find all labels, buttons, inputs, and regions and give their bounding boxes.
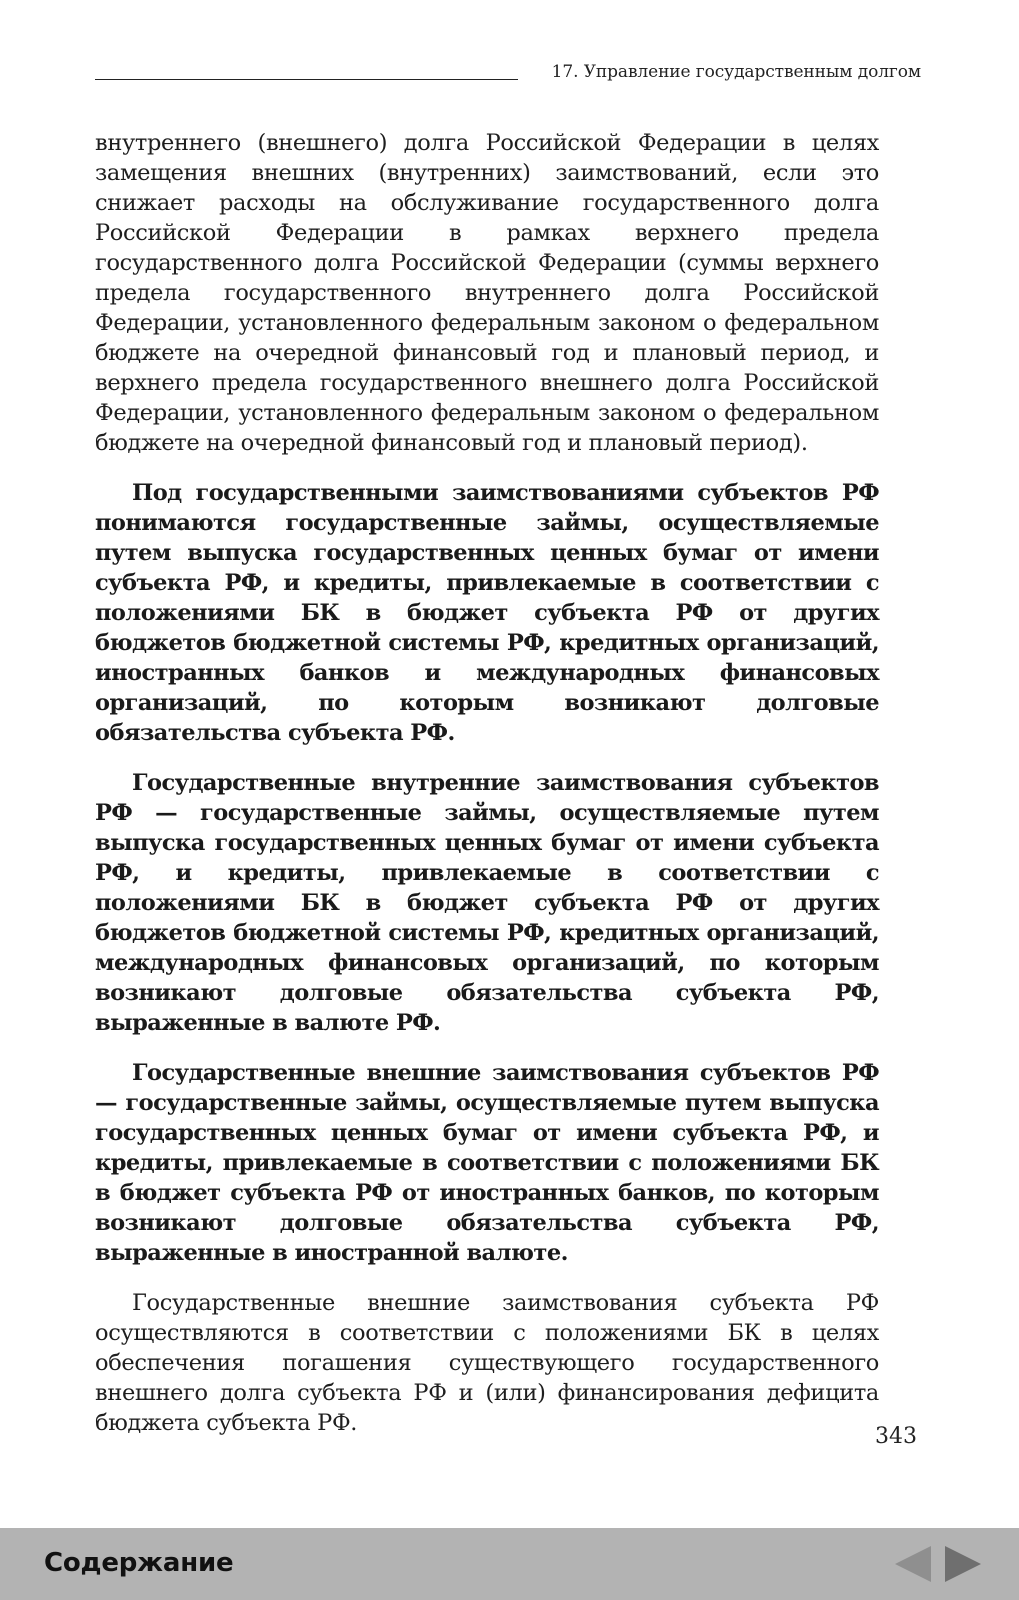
page-number: 343 [875,1424,917,1449]
header-rule [95,79,518,80]
paragraph-external-borrowings-purpose: Государственные внешние заимствования субъекта РФ осуществляются в соответствии с положениями БК в целях обеспечения погашения существующего государственного внешнего долга субъекта РФ и (или) финансирования дефицита бюджета субъекта РФ. [95,1290,879,1436]
definition-paragraph-internal-borrowings: Государственные внутренние заимствования субъектов РФ — государственные займы, осуществляемые путем выпуска государственных ценных бумаг от имени субъекта РФ, и кредиты, привлекаемые в соответствии с положениями БК в бюджет субъекта РФ от других бюджетов бюджетной системы РФ, кредитных организаций, международных финансовых организаций, по которым возникают долговые обязательства субъекта РФ, выраженные в валюте РФ. [95,770,879,1036]
running-title: 17. Управление государственным долгом [551,62,921,82]
next-page-icon[interactable] [943,1544,983,1584]
paragraph-continuation: внутреннего (внешнего) долга Российской Федерации в целях замещения внешних (внутренних) заимствований, если это снижает расходы на обслуживание государственного долга Российской Федерации в рамках верхнего предела государственного долга Российской Федерации (суммы верхнего предела государственного внутреннего долга Российской Федерации, установленного федеральным законом о федеральном бюджете на очередной финансовый год и плановый период, и верхнего предела государственного внешнего долга Российской Федерации, установленного федеральным законом о федеральном бюджете на очередной финансовый год и плановый период). [95,130,879,456]
contents-link[interactable]: Содержание [44,1548,234,1578]
navigation-bar [0,1528,1019,1600]
page-navigation [893,1544,983,1584]
definition-paragraph-borrowings: Под государственными заимствованиями субъектов РФ понимаются государственные займы, осуществляемые путем выпуска государственных ценных бумаг от имени субъекта РФ, и кредиты, привлекаемые в соответствии с положениями БК в бюджет субъекта РФ от других бюджетов бюджетной системы РФ, кредитных организаций, иностранных банков и международных финансовых организаций, по которым возникают долговые обязательства субъекта РФ. [95,480,879,746]
definition-paragraph-external-borrowings: Государственные внешние заимствования субъектов РФ — государственные займы, осуществляемые путем выпуска государственных ценных бумаг от имени субъекта РФ, и кредиты, привлекаемые в соответствии с положениями БК в бюджет субъекта РФ от иностранных банков, по которым возникают долговые обязательства субъекта РФ, выраженные в иностранной валюте. [95,1060,879,1266]
running-header [95,62,921,88]
previous-page-icon[interactable] [893,1544,933,1584]
page-body [95,128,879,1458]
